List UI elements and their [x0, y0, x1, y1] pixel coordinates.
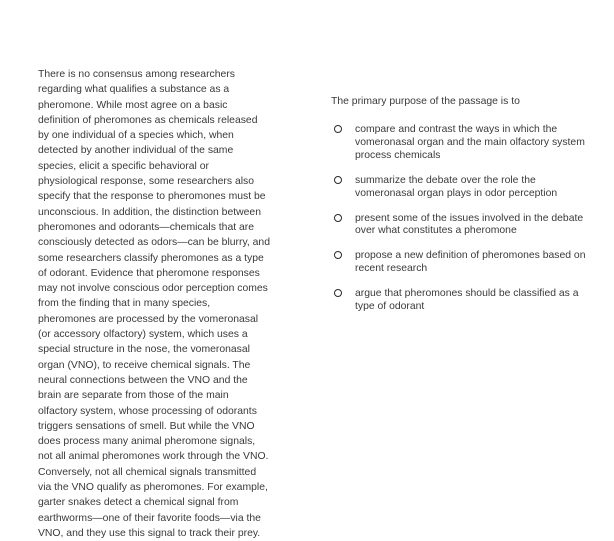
question-stem: The primary purpose of the passage is to — [331, 96, 520, 107]
answer-choice-c[interactable] — [331, 213, 593, 239]
answer-choice-e[interactable] — [331, 288, 593, 314]
radio-button-icon[interactable] — [334, 176, 342, 184]
answer-choice-label: compare and contrast the ways in which the vomeronasal organ and the main olfactory system process chemicals — [355, 124, 585, 161]
radio-button-icon[interactable] — [334, 251, 342, 259]
answer-choice-a[interactable] — [331, 124, 593, 163]
radio-button-icon[interactable] — [334, 125, 342, 133]
question-panel — [331, 95, 593, 326]
reading-passage: There is no consensus among researchers regarding what qualifies a substance as a pheromone. While most agree on a basic definition of pheromones as chemicals released by one individual of a species which, when detected by another individual of the same species, elicit a specific behavioral or physiological response, some researchers also specify that the response to pheromones must be unconscious. In addition, the distinction between pheromones and odorants—chemicals that are consciously detected as odors—can be blurry, and some researchers classify pheromones as a type of odorant. Evidence that pheromone responses may not involve conscious odor perception comes from the finding that in many species, pheromones are processed by the vomeronasal (or accessory olfactory) system, which uses a special structure in the nose, the vomeronasal organ (VNO), to receive chemical signals. The neural connections between the VNO and the brain are separate from those of the main olfactory system, whose processing of odorants triggers sensations of smell. But while the VNO does process many animal pheromone signals, not all animal pheromones work through the VNO. Conversely, not all chemical signals transmitted via the VNO qualify as pheromones. For example, garter snakes detect a chemical signal from earthworms—one of their favorite foods—via the VNO, and they use this signal to track their prey. — [38, 69, 270, 539]
answer-choice-label: summarize the debate over the role the vomeronasal organ plays in odor perception — [355, 174, 558, 199]
answer-choice-b[interactable] — [331, 175, 593, 201]
answer-choices — [331, 124, 593, 314]
answer-choice-label: argue that pheromones should be classified as a type of odorant — [355, 288, 579, 313]
radio-button-icon[interactable] — [334, 214, 342, 222]
answer-choice-label: present some of the issues involved in the debate over what constitutes a pheromone — [355, 212, 584, 237]
answer-choice-d[interactable] — [331, 250, 593, 276]
radio-button-icon[interactable] — [334, 289, 342, 297]
answer-choice-label: propose a new definition of pheromones based on recent research — [355, 250, 586, 275]
